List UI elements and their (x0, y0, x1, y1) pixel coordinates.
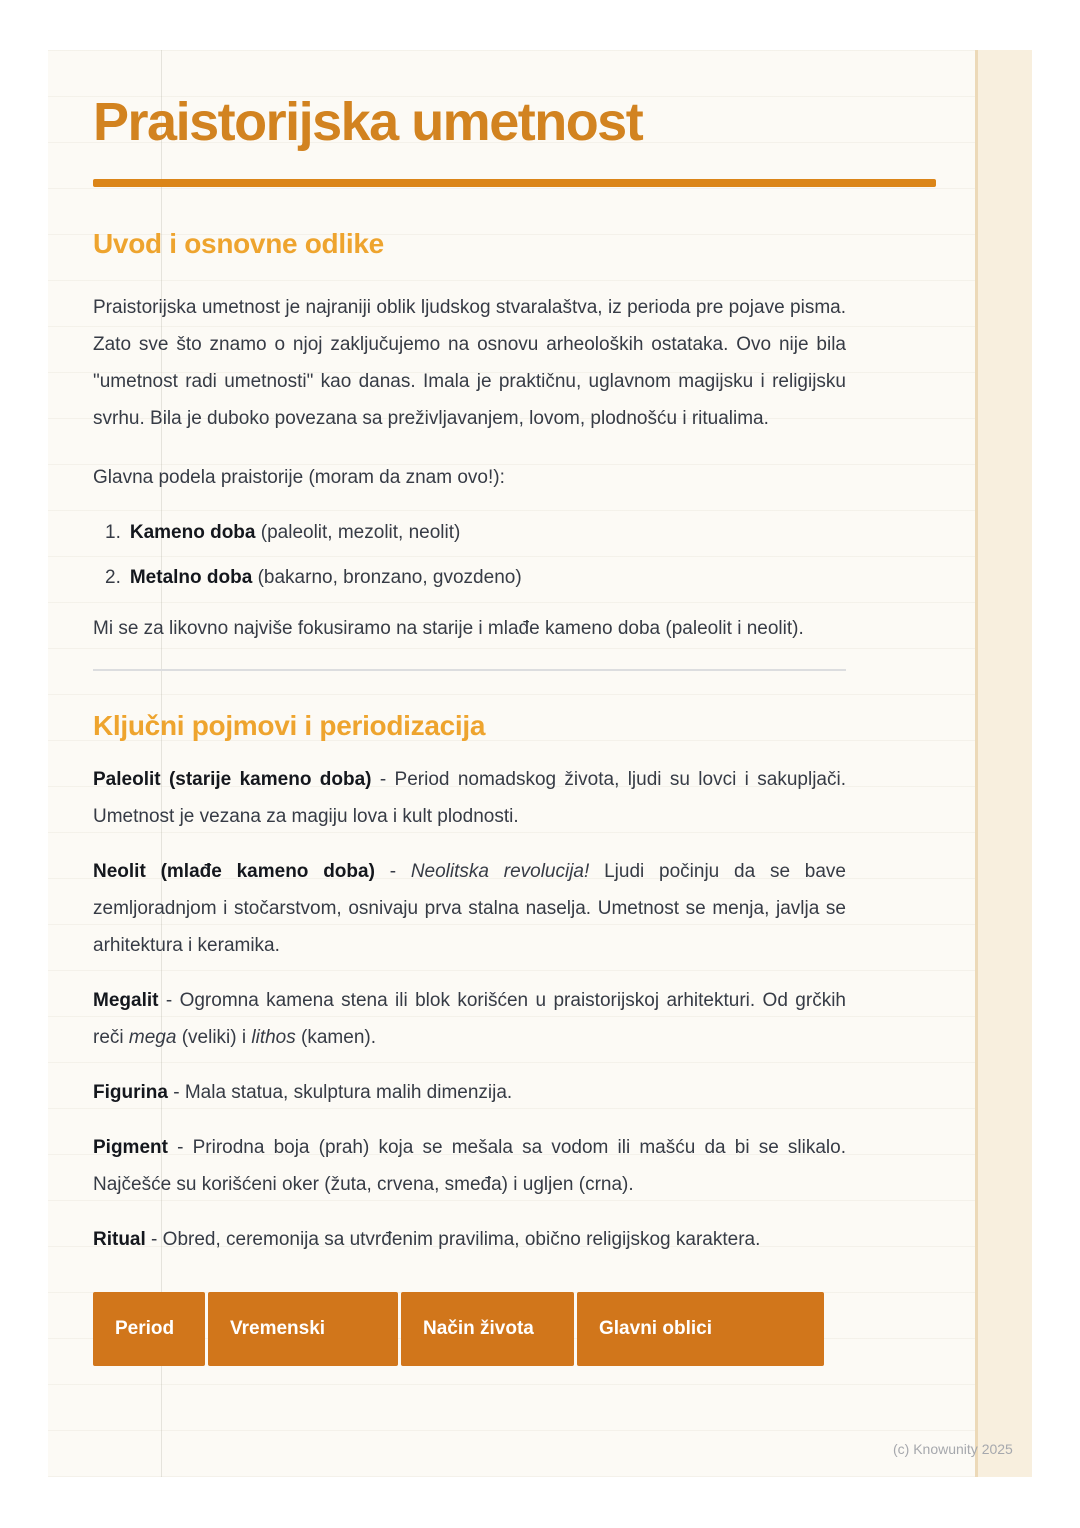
period-table-header-row (93, 1292, 824, 1366)
definition-text: - Mala statua, skulptura malih dimenzija. (167, 1082, 513, 1103)
section-divider (93, 669, 846, 671)
intro-paragraph: Praistorijska umetnost je najraniji oblik ljudskog stvaralaštva, iz perioda pre pojave pisma. Zato sve što znamo o njoj zaključujemo na osnovu arheoloških ostataka. Ovo nije bila "umetnost radi umetnosti" kao danas. Imala je praktičnu, uglavnom magijsku i religijsku svrhu. Bila je duboko povezana sa preživljavanjem, lovom, plodnošću i ritualima. (93, 297, 846, 429)
list-item-term: Metalno doba (129, 567, 253, 588)
definition-paleolit (93, 761, 846, 835)
document-content (93, 50, 983, 1366)
title-rule (93, 179, 936, 187)
definition-term: Pigment (93, 1137, 168, 1158)
definition-dash: - (374, 861, 411, 882)
definition-term: Neolit (mlađe kameno doba) (93, 861, 375, 882)
definition-pigment (93, 1129, 846, 1203)
definition-term: Figurina (93, 1082, 168, 1103)
list-number: 1. (105, 522, 121, 543)
list-number: 2. (105, 567, 121, 588)
list-item-text: (paleolit, mezolit, neolit) (255, 522, 461, 543)
focus-paragraph: Mi se za likovno najviše fokusiramo na starije i mlađe kameno doba (paleolit i neolit). (93, 618, 804, 639)
page-right-strip (975, 50, 1032, 1477)
definition-text: (veliki) i (176, 1027, 252, 1048)
definition-italic: mega (128, 1027, 177, 1048)
definition-figurina (93, 1074, 846, 1111)
list-item-kameno-doba (93, 514, 983, 551)
list-item-text: (bakarno, bronzano, gvozdeno) (252, 567, 522, 588)
definition-ritual (93, 1221, 846, 1258)
definition-text: - Obred, ceremonija sa utvrđenim pravilima, obično religijskog karaktera. (145, 1229, 761, 1250)
definition-text: - Prirodna boja (prah) koja se mešala sa vodom ili mašću da bi se slikalo. Najčešće su korišćeni oker (žuta, crvena, smeđa) i ugljen (crna). (93, 1137, 846, 1195)
section-heading-intro: Uvod i osnovne odlike (93, 228, 384, 259)
definition-text: (kamen). (295, 1027, 376, 1048)
definition-megalit (93, 982, 846, 1056)
copyright-watermark: (c) Knowunity 2025 (893, 1441, 1013, 1457)
document-page (48, 50, 1032, 1477)
definition-italic: Neolitska revolucija! (410, 861, 590, 882)
list-item-term: Kameno doba (129, 522, 256, 543)
division-lead-paragraph: Glavna podela praistorije (moram da znam ovo!): (93, 467, 505, 488)
definition-neolit (93, 853, 846, 964)
definition-term: Paleolit (starije kameno doba) (93, 769, 372, 790)
table-header-cell-glavni-oblici: Glavni oblici (577, 1292, 824, 1366)
definition-term: Megalit (93, 990, 159, 1011)
page-title: Praistorijska umetnost (93, 92, 643, 152)
definition-text: - Ogromna kamena stena ili blok korišćen u praistorijskoj arhitekturi. Od grčkih reči (93, 990, 846, 1048)
section-heading-terms: Ključni pojmovi i periodizacija (93, 710, 486, 741)
table-header-cell-nacin-zivota: Način života (401, 1292, 574, 1366)
definition-text: Ljudi počinju da se bave zemljoradnjom i stočarstvom, osnivaju prva stalna naselja. Umetnost se menja, javlja se arhitektura i keramika. (93, 861, 846, 956)
table-header-cell-vremenski: Vremenski (208, 1292, 398, 1366)
definition-italic: lithos (251, 1027, 296, 1048)
division-list (93, 514, 983, 596)
definition-text: - Period nomadskog života, ljudi su lovci i sakupljači. Umetnost je vezana za magiju lova i kult plodnosti. (93, 769, 846, 827)
table-header-cell-period: Period (93, 1292, 205, 1366)
definition-term: Ritual (93, 1229, 146, 1250)
list-item-metalno-doba (93, 559, 983, 596)
